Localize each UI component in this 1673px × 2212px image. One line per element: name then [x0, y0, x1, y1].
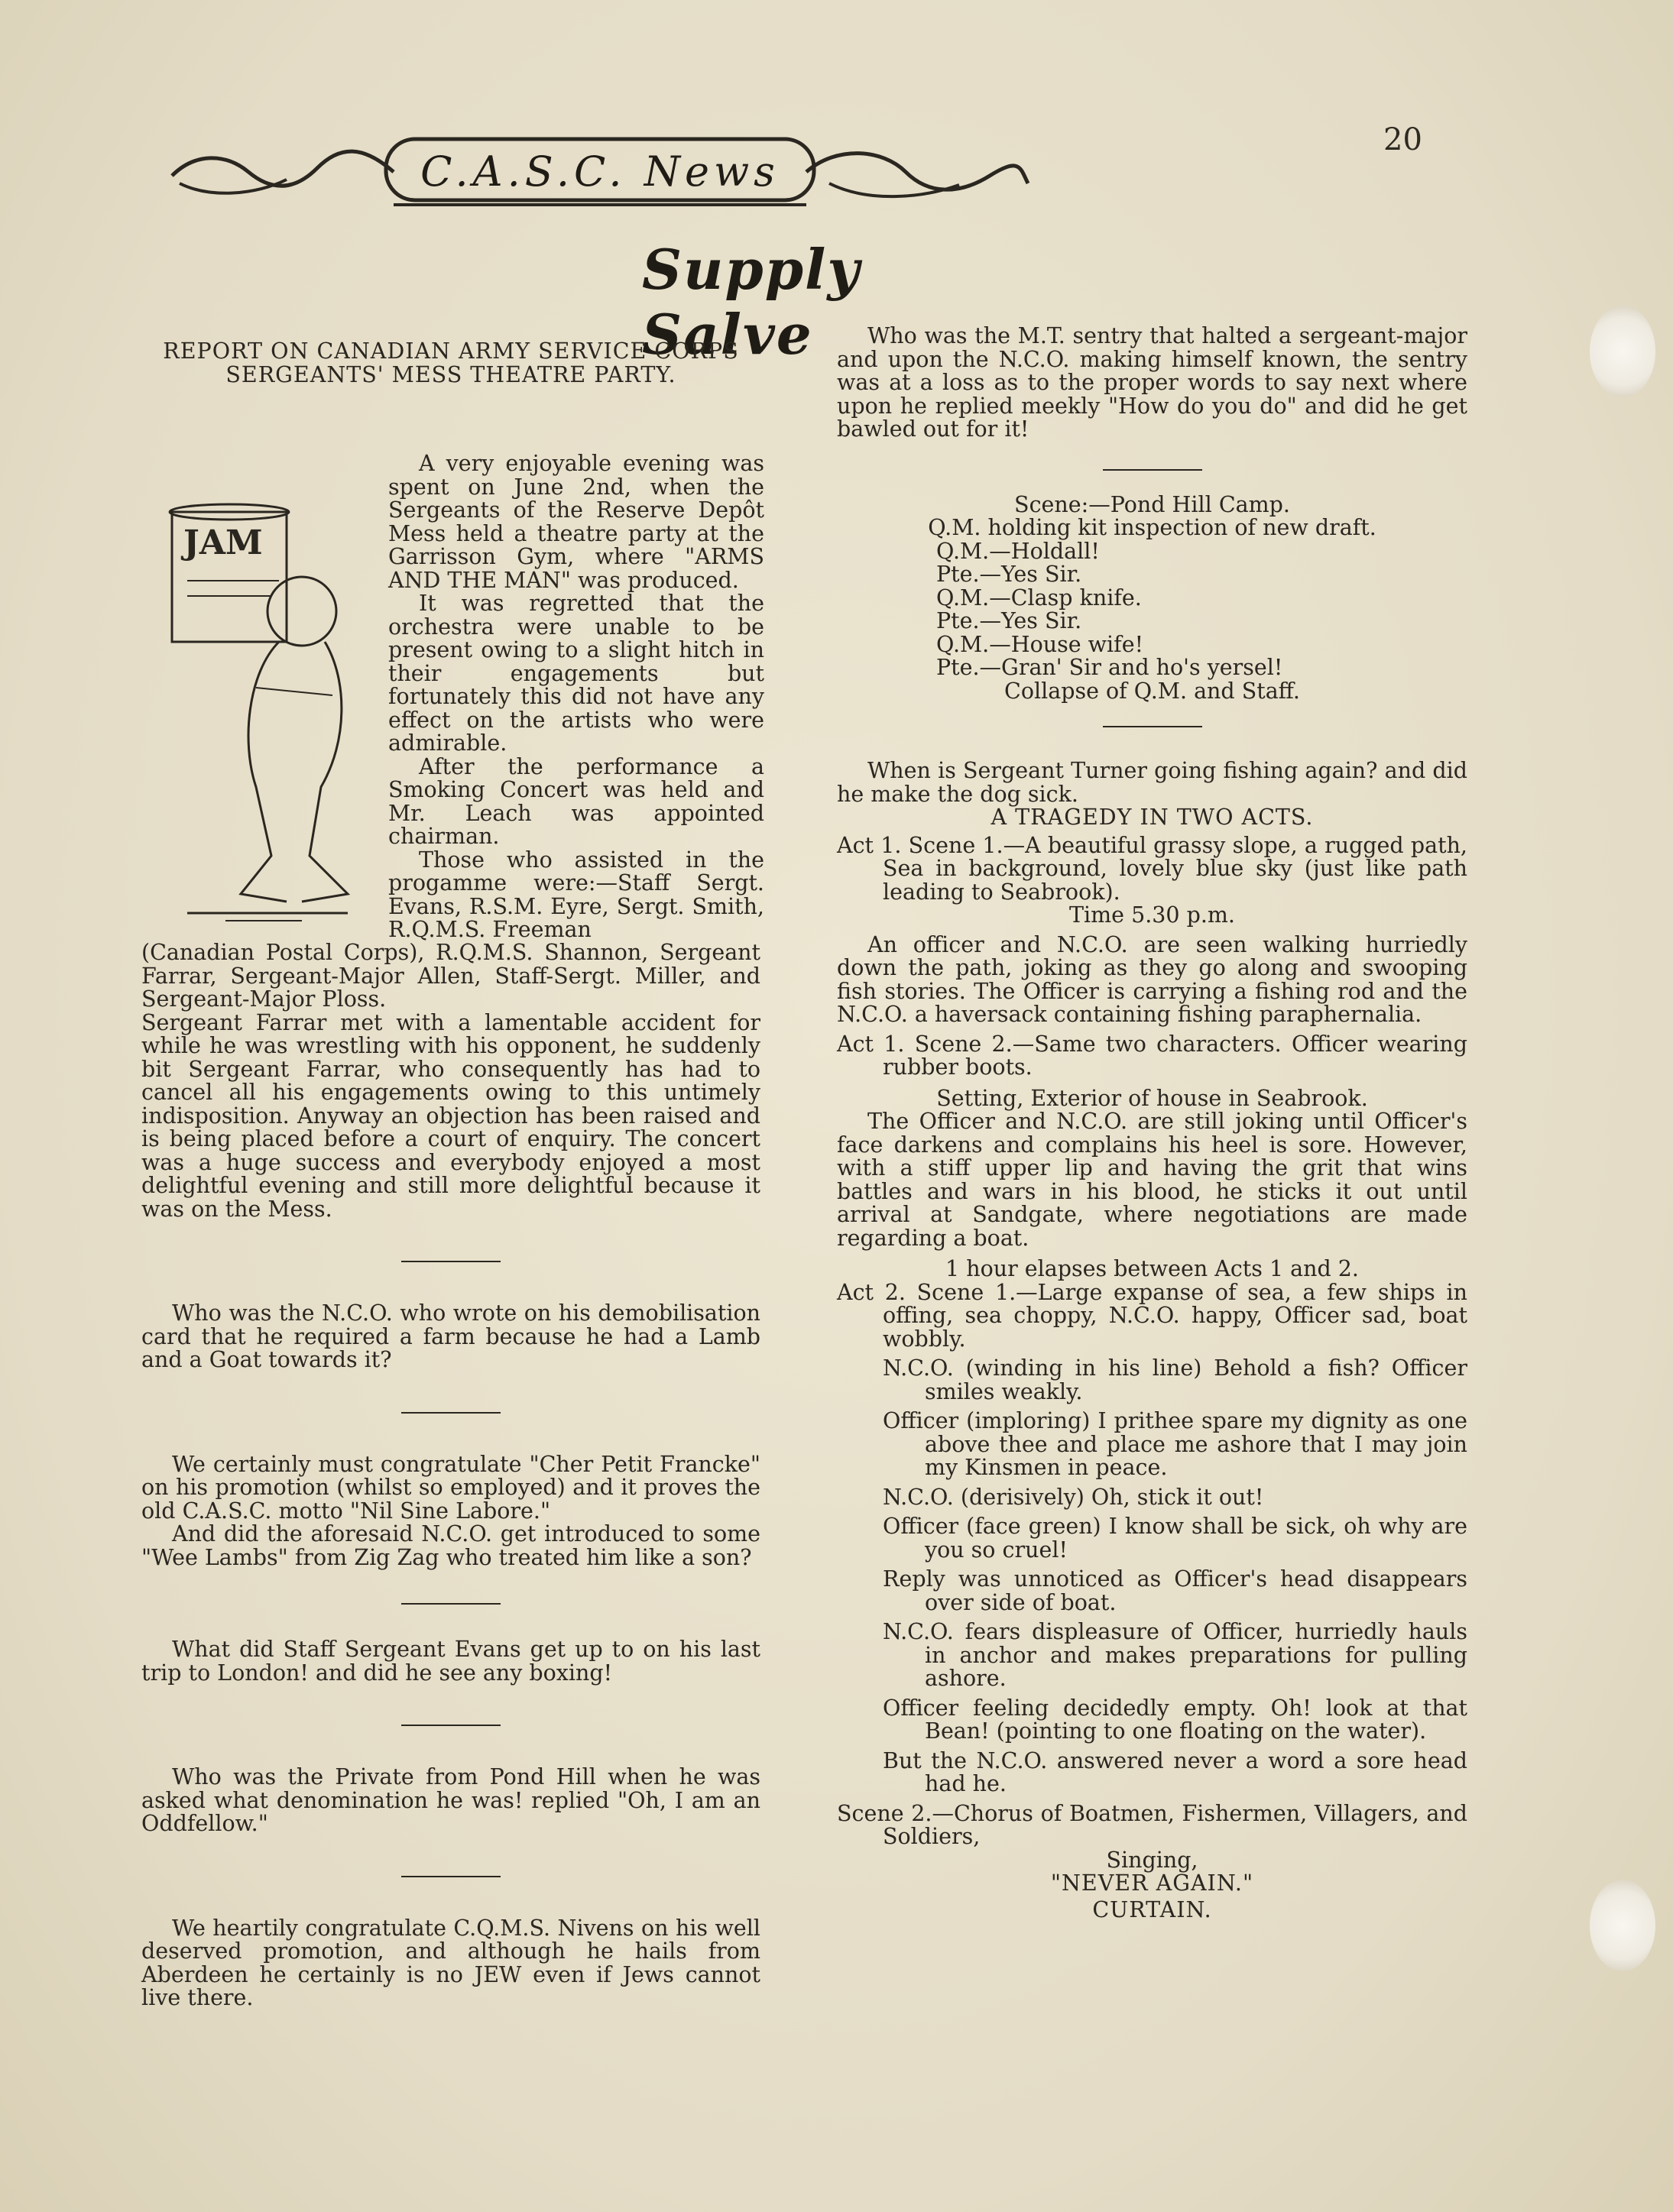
masthead [164, 130, 1036, 214]
time-line: Time 5.30 p.m. [1069, 902, 1235, 928]
separator-rule [401, 1412, 501, 1414]
dialogue-lines [837, 1357, 1467, 1796]
story-paragraph: The Officer and N.C.O. are still joking until Officer's face darkens and complains his heel is sore. However, with a stiff upper lip and having the grit that wins battles and wars in his blood, he sticks it out until arrival at Sandgate, where negotiations are made regarding a boat. [837, 1109, 1467, 1251]
tragedy-title: A TRAGEDY IN TWO ACTS. [991, 805, 1314, 830]
gossip-item: We certainly must congratulate "Cher Petit Francke" on his promotion (whilst so employed) and it proves the old C.A.S.C. motto "Nil Sine Labore." [141, 1451, 760, 1524]
right-column [837, 325, 1467, 1922]
report-paragraph: It was regretted that the orchestra were unable to be present owing to a slight hitch in their engagements but fortunately this did not have any effect on the artists who were admirable. [388, 591, 764, 756]
report-paragraph: Sergeant Farrar met with a lamentable accident for while he was wrestling with his opponent, he suddenly bit Sergeant Farrar, who consequently has had to cancel all his engagements owing to this untimely indisposition. Anyway an objection has been raised and is being placed before a court of enquiry. The concert was a huge success and everybody enjoyed a most delightful evening and still more delightful because it was on the Mess. [141, 1009, 760, 1222]
dialogue-line: Pte.—Yes Sir. [936, 608, 1082, 633]
act-line: Act 1. Scene 2.—Same two characters. Officer wearing rubber boots. [837, 1031, 1467, 1080]
story-line: Officer (imploring) I prithee spare my dignity as one above thee and place me ashore that I may join my Kinsmen in peace. [883, 1408, 1467, 1480]
singing-line: Singing, [1106, 1847, 1198, 1873]
gossip-item: Who was the Private from Pond Hill when he was asked what denomination he was! replied "Oh, I am an Oddfellow." [141, 1764, 760, 1836]
left-column [141, 340, 760, 387]
report-heading: REPORT ON CANADIAN ARMY SERVICE CORPS SERGEANTS' MESS THEATRE PARTY. [163, 338, 739, 387]
separator-rule [1103, 726, 1202, 727]
separator-rule [401, 1603, 501, 1605]
gossip-item: We heartily congratulate C.Q.M.S. Nivens on his well deserved promotion, and although he hails from Aberdeen he certainly is no JEW even if Jews cannot live there. [141, 1915, 760, 2010]
page-number: 20 [1383, 122, 1422, 157]
gossip-item: And did the aforesaid N.C.O. get introduced to some "Wee Lambs" from Zig Zag who treated him like a son? [141, 1521, 760, 1570]
curtain-line: CURTAIN. [1092, 1896, 1212, 1922]
setting-line: Setting, Exterior of house in Seabrook. [936, 1085, 1368, 1111]
dialogue-block [837, 540, 1467, 680]
story-line: But the N.C.O. answered never a word a sore head had he. [883, 1747, 1467, 1796]
dialogue-line: Pte.—Yes Sir. [936, 562, 1082, 587]
report-paragraph: (Canadian Postal Corps), R.Q.M.S. Shannon, Sergeant Farrar, Sergeant-Major Allen, Staff-Sergt. Miller, and Sergeant-Major Ploss. [141, 940, 760, 1012]
page-title: Supply Salve [642, 237, 861, 367]
story-line: N.C.O. (winding in his line) Behold a fish? Officer smiles weakly. [883, 1355, 1467, 1404]
gossip-item: What did Staff Sergeant Evans get up to on his last trip to London! and did he see any boxing! [141, 1637, 760, 1686]
jam-label: JAM [183, 523, 263, 562]
story-line: N.C.O. (derisively) Oh, stick it out! [883, 1484, 1264, 1510]
scene-heading: Scene:—Pond Hill Camp. [1014, 491, 1290, 517]
separator-rule [401, 1261, 501, 1262]
act-line: Scene 2.—Chorus of Boatmen, Fishermen, Villagers, and Soldiers, [837, 1800, 1467, 1849]
sentry-item: Who was the M.T. sentry that halted a sergeant-major and upon the N.C.O. making himself known, the sentry was at a loss as to the proper words to say next where upon he replied meekly "How do you do" and did he get bawled out for it! [837, 323, 1467, 442]
report-paragraph: A very enjoyable evening was spent on June 2nd, when the Sergeants of the Reserve Depôt Mess held a theatre party at the Garrisson Gym, where "ARMS AND THE MAN" was produced. [388, 451, 764, 593]
masthead-title: C.A.S.C. News [420, 147, 780, 196]
report-paragraph: After the performance a Smoking Concert was held and Mr. Leach was appointed chairman. [388, 753, 764, 849]
elapses-line: 1 hour elapses between Acts 1 and 2. [945, 1256, 1359, 1281]
jam-man-icon [157, 497, 378, 925]
dialogue-line: Q.M.—Holdall! [936, 538, 1100, 564]
story-line: Reply was unnoticed as Officer's head disappears over side of boat. [883, 1566, 1467, 1615]
binding-hole [1590, 1880, 1655, 1971]
dialogue-line: Pte.—Gran' Sir and ho's yersel! [936, 655, 1283, 680]
separator-rule [401, 1725, 501, 1726]
separator-rule [1103, 469, 1202, 471]
story-line: N.C.O. fears displeasure of Officer, hurriedly hauls in anchor and makes preparations for pulling ashore. [883, 1619, 1467, 1691]
story-line: Officer (face green) I know shall be sick, oh why are you so cruel! [883, 1514, 1467, 1563]
story-paragraph: An officer and N.C.O. are seen walking hurriedly down the path, joking as they go along and swooping fish stories. The Officer is carrying a fishing rod and the N.C.O. a haversack containing fishing paraphernalia. [837, 931, 1467, 1027]
dialogue-line: Q.M.—House wife! [936, 631, 1144, 657]
binding-hole [1590, 306, 1655, 397]
separator-rule [401, 1876, 501, 1877]
left-column-body [141, 941, 760, 2010]
collapse-line: Collapse of Q.M. and Staff. [1004, 678, 1300, 704]
act-line: Act 2. Scene 1.—Large expanse of sea, a few ships in offing, sea choppy, N.C.O. happy, Officer sad, boat wobbly. [837, 1279, 1467, 1352]
scene-line: Q.M. holding kit inspection of new draft. [928, 515, 1376, 540]
dialogue-line: Q.M.—Clasp knife. [936, 585, 1142, 610]
turner-item: When is Sergeant Turner going fishing again? and did he make the dog sick. [837, 758, 1467, 807]
act-line: Act 1. Scene 1.—A beautiful grassy slope, a rugged path, Sea in background, lovely blue sky (just like path leading to Seabrook). [837, 832, 1467, 905]
story-line: Officer feeling decidedly empty. Oh! look at that Bean! (pointing to one floating on the water). [883, 1695, 1467, 1744]
gossip-item: Who was the N.C.O. who wrote on his demobilisation card that he required a farm because he had a Lamb and a Goat towards it? [141, 1300, 760, 1372]
jam-illustration [157, 497, 378, 925]
never-again-line: "NEVER AGAIN." [1050, 1870, 1254, 1896]
report-paragraph: Those who assisted in the progamme were:—Staff Sergt. Evans, R.S.M. Eyre, Sergt. Smith, R.Q.M.S. Freeman [388, 847, 764, 942]
report-body-wrapped [388, 452, 764, 942]
